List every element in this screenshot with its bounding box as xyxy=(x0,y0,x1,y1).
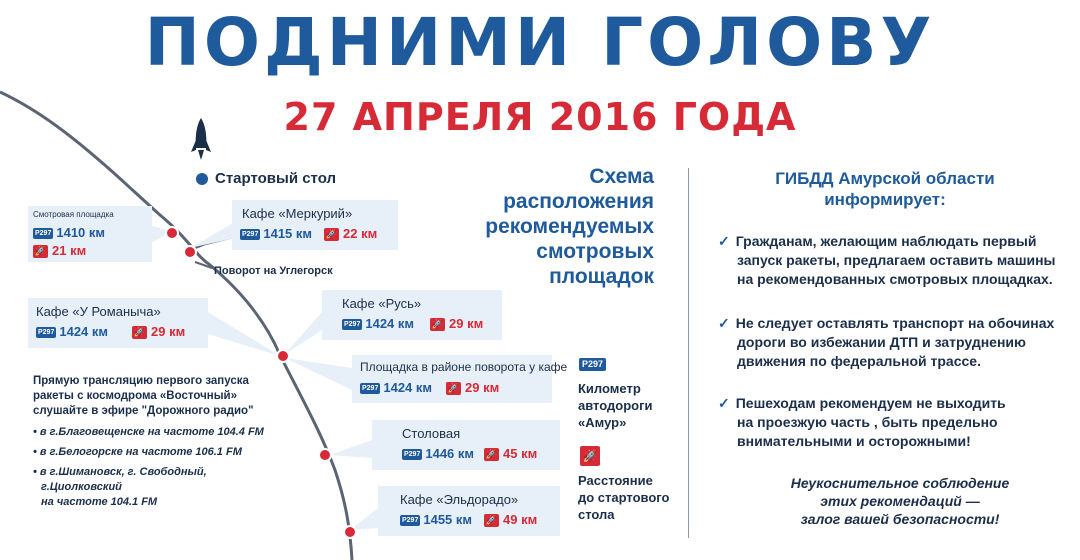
turn-area-card xyxy=(352,355,568,403)
viewpoint-km: Р297 1410 км xyxy=(35,225,106,240)
scheme-title: Схема расположения рекомендуемых смотровых площадок xyxy=(485,165,654,288)
advice-item: ✓ Не следует оставлять транспорт на обочинах дороги во избежании ДТП и затруднению движения по федеральной трассе. xyxy=(718,315,1055,369)
canteen-km: Р297 1446 км xyxy=(404,446,475,461)
legend-road-badge: Р297 xyxy=(579,356,609,374)
turn-label: Поворот на Углегорск xyxy=(214,265,333,277)
cafe-romanycha-name: Кафе «У Романыча» xyxy=(36,304,161,319)
legend-road-label: Километр автодороги «Амур» xyxy=(578,381,653,430)
check-icon: ✓ xyxy=(718,315,730,331)
radio-item-continued: на частоте 104.1 FM xyxy=(41,496,158,508)
radio-intro-line: ракеты с космодрома «Восточный» xyxy=(33,390,238,402)
page-date: 27 АПРЕЛЯ 2016 ГОДА xyxy=(283,95,797,139)
canteen-name: Столовая xyxy=(402,426,461,441)
cafe-rus-card xyxy=(322,290,502,340)
cafe-rus-km: Р297 1424 км xyxy=(344,316,415,331)
cafe-eldorado-km: Р297 1455 км xyxy=(402,512,473,527)
column-divider xyxy=(688,168,689,538)
radio-intro-line: Прямую трансляцию первого запуска xyxy=(33,375,249,387)
advice-item: ✓ Пешеходам рекомендуем не выходить на проезжую часть , быть предельно внимательными и осторожными! xyxy=(718,395,1006,449)
check-icon: ✓ xyxy=(718,233,730,249)
cafe-rus-distance: 🚀 29 км xyxy=(431,316,484,331)
viewpoint-card xyxy=(28,206,152,262)
radio-item: • в г.Благовещенске на частоте 104.4 FM xyxy=(33,426,264,438)
cafe-eldorado-name: Кафе «Эльдорадо» xyxy=(400,492,519,507)
radio-block xyxy=(33,374,283,510)
cafe-merkuriy-name: Кафе «Меркурий» xyxy=(242,206,353,221)
viewpoint-distance: 🚀 21 км xyxy=(34,243,87,258)
page-title: ПОДНИМИ ГОЛОВУ xyxy=(144,4,936,81)
viewpoint-name: Смотровая площадка xyxy=(33,210,114,219)
cafe-eldorado-card xyxy=(378,486,560,536)
cafe-romanycha-distance: 🚀 29 км xyxy=(133,324,186,339)
safety-footer: Неукоснительное соблюдение этих рекомендаций — залог вашей безопасности! xyxy=(790,475,1010,527)
radio-item-continued: г.Циолковский xyxy=(41,481,122,493)
turn-area-km: Р297 1424 км xyxy=(362,380,433,395)
gibdd-title: ГИБДД Амурской области информирует: xyxy=(775,169,995,209)
turn-area-distance: 🚀 29 км xyxy=(447,380,500,395)
radio-intro-line: слушайте в эфире "Дорожного радио" xyxy=(33,405,254,417)
cafe-rus-name: Кафе «Русь» xyxy=(342,296,422,311)
legend-distance-label: Расстояние до стартового стола xyxy=(578,473,670,522)
radio-item: • в г.Белогорске на частоте 106.1 FM xyxy=(33,446,242,458)
canteen-distance: 🚀 45 км xyxy=(485,446,538,461)
legend-rocket-icon: 🚀 xyxy=(580,446,600,466)
cafe-merkuriy-card xyxy=(232,200,398,250)
advice-item: ✓ Гражданам, желающим наблюдать первый запуск ракеты, предлагаем оставить машины на рекомендованных смотровых площадках. xyxy=(718,233,1056,287)
cafe-romanycha-km: Р297 1424 км xyxy=(38,324,109,339)
cafe-romanycha-card xyxy=(28,298,208,348)
turn-area-name: Площадка в районе поворота у кафе xyxy=(360,360,568,374)
canteen-card xyxy=(372,420,560,470)
launch-pad-dot xyxy=(196,173,208,185)
check-icon: ✓ xyxy=(718,395,730,411)
launch-pad-label: Стартовый стол xyxy=(215,170,337,187)
cafe-merkuriy-distance: 🚀 22 км xyxy=(325,226,378,241)
cafe-eldorado-distance: 🚀 49 км xyxy=(485,512,538,527)
radio-item: • в г.Шимановск, г. Свободный, xyxy=(33,466,207,478)
cafe-merkuriy-km: Р297 1415 км xyxy=(242,226,313,241)
